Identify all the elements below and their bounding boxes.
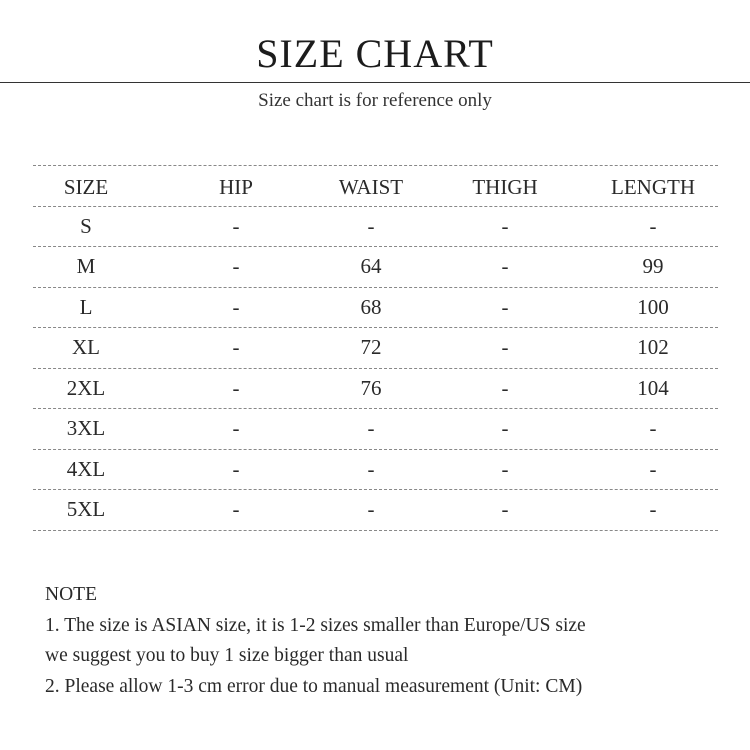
table-row: [33, 408, 718, 449]
cell-size: L: [79, 294, 93, 319]
cell-waist: 72: [360, 335, 382, 359]
table-row: [33, 287, 718, 328]
cell-hip: -: [232, 294, 240, 319]
size-table: [33, 165, 718, 531]
cell-thigh: -: [501, 294, 509, 319]
cell-thigh: -: [501, 254, 509, 278]
cell-waist: -: [367, 456, 375, 481]
cell-length: 100: [637, 294, 669, 319]
cell-length: -: [649, 456, 657, 481]
cell-thigh: -: [501, 416, 509, 440]
cell-waist: 64: [360, 254, 382, 278]
cell-size: 2XL: [66, 375, 106, 400]
note-line: we suggest you to buy 1 size bigger than usual: [45, 645, 409, 666]
table-row: [33, 206, 718, 247]
table-row: [33, 246, 718, 287]
cell-waist: -: [367, 497, 375, 521]
table-header-row: [33, 165, 718, 206]
cell-hip: -: [232, 254, 240, 278]
cell-hip: -: [232, 213, 240, 238]
header-length: LENGTH: [611, 175, 695, 199]
note-line: 2. Please allow 1-3 cm error due to manual measurement (Unit: CM): [45, 675, 583, 697]
header-hip: HIP: [219, 175, 253, 199]
cell-hip: -: [232, 497, 240, 521]
cell-size: XL: [72, 335, 100, 359]
cell-thigh: -: [501, 497, 509, 521]
cell-size: 4XL: [66, 456, 106, 481]
note-line: 1. The size is ASIAN size, it is 1-2 sizes smaller than Europe/US size: [45, 614, 586, 636]
cell-length: -: [649, 213, 657, 238]
table-row: [33, 489, 718, 531]
cell-hip: -: [232, 416, 240, 440]
cell-waist: -: [367, 213, 375, 238]
cell-waist: 68: [360, 294, 382, 319]
cell-waist: -: [367, 416, 375, 440]
cell-thigh: -: [501, 456, 509, 481]
title-divider: [0, 82, 750, 83]
cell-thigh: -: [501, 375, 509, 400]
page-title: SIZE CHART: [256, 31, 494, 76]
cell-length: -: [649, 416, 657, 440]
notes-heading: NOTE: [45, 584, 97, 605]
cell-length: 99: [642, 254, 664, 278]
cell-thigh: -: [501, 213, 509, 238]
cell-hip: -: [232, 456, 240, 481]
table-row: [33, 449, 718, 490]
cell-thigh: -: [501, 335, 509, 359]
cell-size: 5XL: [66, 497, 106, 521]
cell-size: M: [76, 254, 96, 278]
notes-section: [45, 580, 725, 702]
table-row: [33, 327, 718, 368]
cell-hip: -: [232, 375, 240, 400]
header-size: SIZE: [63, 175, 109, 199]
table-row: [33, 368, 718, 409]
cell-size: S: [80, 213, 92, 238]
header-thigh: THIGH: [472, 175, 538, 199]
cell-length: 104: [637, 375, 669, 400]
cell-hip: -: [232, 335, 240, 359]
cell-length: -: [649, 497, 657, 521]
cell-waist: 76: [360, 375, 382, 400]
header-waist: WAIST: [338, 175, 404, 199]
cell-size: 3XL: [66, 416, 106, 440]
page-subtitle: Size chart is for reference only: [258, 90, 492, 111]
cell-length: 102: [637, 335, 669, 359]
